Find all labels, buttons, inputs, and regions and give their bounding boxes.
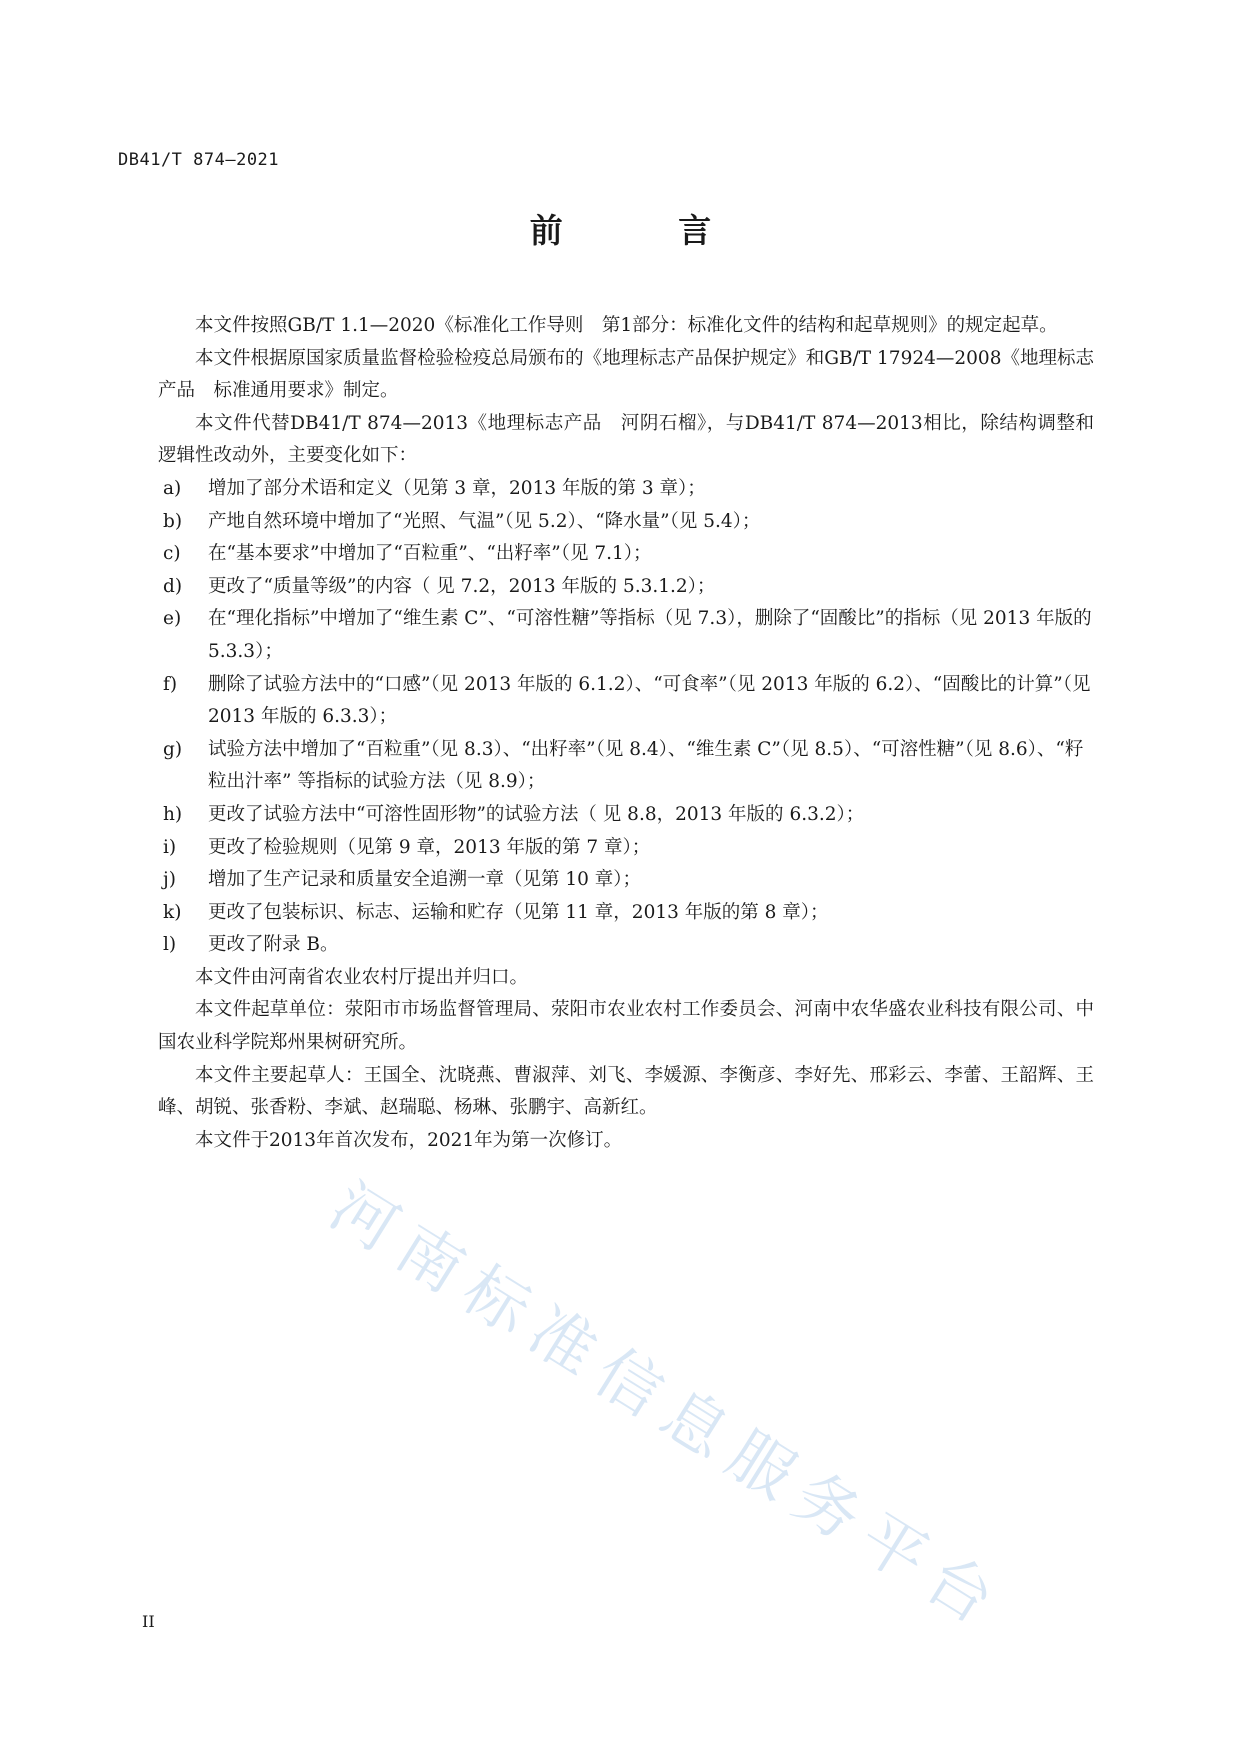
list-marker: l) (163, 934, 177, 956)
list-item (158, 799, 1094, 832)
document-code: DB41/T 874—2021 (118, 150, 280, 170)
list-text: 更改了包装标识、标志、运输和贮存（见第 11 章，2013 年版的第 8 章）； (208, 901, 829, 923)
list-text: 更改了“质量等级”的内容（ 见 7.2，2013 年版的 5.3.1.2）； (208, 575, 716, 597)
paragraph-drafters: 本文件主要起草人：王国全、沈晓燕、曹淑萍、刘飞、李媛源、李衡彦、李好先、邢彩云、李蕾、王韶辉、王峰、胡锐、张香粉、李斌、赵瑞聪、杨琳、张鹏宇、高新红。 (158, 1064, 1094, 1119)
list-text: 在“基本要求”中增加了“百粒重”、“出籽率”（见 7.1）； (208, 543, 652, 565)
paragraph-reference: 本文件根据原国家质量监督检验检疫总局颁布的《地理标志产品保护规定》和GB/T 17924—2008《地理标志产品 标准通用要求》制定。 (158, 347, 1094, 402)
list-item (158, 929, 1094, 962)
list-text: 产地自然环境中增加了“光照、气温”（见 5.2）、“降水量”（见 5.4）； (208, 510, 761, 532)
list-text: 试验方法中增加了“百粒重”（见 8.3）、“出籽率”（见 8.4）、“维生素 C”（见 8.5）、“可溶性糖”（见 8.6）、“籽粒出汁率” 等指标的试验方法（见 8.9）； (208, 738, 1084, 793)
list-item (158, 897, 1094, 930)
page-number: II (142, 1612, 155, 1631)
list-text: 在“理化指标”中增加了“维生素 C”、“可溶性糖”等指标（见 7.3），删除了“固酸比”的指标（见 2013 年版的 5.3.3）； (208, 608, 1092, 662)
changes-list (158, 473, 1094, 962)
list-item (158, 538, 1094, 571)
paragraph-history: 本文件于2013年首次发布，2021年为第一次修订。 (195, 1129, 623, 1151)
document-body (158, 310, 1094, 1157)
list-marker: g) (163, 738, 183, 760)
list-text: 删除了试验方法中的“口感”（见 2013 年版的 6.1.2）、“可食率”（见 2013 年版的 6.2）、“固酸比的计算”（见 2013 年版的 6.3.3）； (208, 673, 1091, 728)
list-marker: h) (163, 803, 183, 825)
page-title: 前 言 (529, 211, 764, 250)
paragraph-drafting-basis: 本文件按照GB/T 1.1—2020《标准化工作导则 第1部分：标准化文件的结构和起草规则》的规定起草。 (195, 315, 1058, 336)
list-marker: k) (163, 901, 182, 923)
list-marker: a) (163, 477, 182, 499)
watermark: 河南标准信息服务平台 (317, 1169, 1018, 1646)
paragraph-proposer: 本文件由河南省农业农村厅提出并归口。 (195, 966, 529, 988)
list-marker: j) (163, 869, 176, 891)
list-item (158, 506, 1094, 539)
list-item (158, 669, 1094, 734)
list-text: 更改了检验规则（见第 9 章，2013 年版的第 7 章）； (208, 836, 651, 858)
list-item (158, 571, 1094, 604)
list-text: 更改了附录 B。 (208, 934, 339, 956)
list-marker: b) (163, 510, 183, 532)
paragraph-drafting-units: 本文件起草单位：荥阳市市场监督管理局、荥阳市农业农村工作委员会、河南中农华盛农业科技有限公司、中国农业科学院郑州果树研究所。 (158, 999, 1094, 1054)
list-marker: d) (163, 575, 183, 597)
list-item (158, 734, 1094, 799)
list-item (158, 473, 1094, 506)
list-marker: e) (163, 608, 182, 630)
list-text: 增加了部分术语和定义（见第 3 章，2013 年版的第 3 章）； (208, 477, 706, 499)
paragraph-replacement: 本文件代替DB41/T 874—2013《地理标志产品 河阴石榴》，与DB41/T 874—2013相比，除结构调整和逻辑性改动外，主要变化如下： (158, 412, 1094, 467)
list-item (158, 864, 1094, 897)
list-text: 更改了试验方法中“可溶性固形物”的试验方法（ 见 8.8，2013 年版的 6.3.2）； (208, 803, 865, 825)
list-item (158, 603, 1094, 668)
list-text: 增加了生产记录和质量安全追溯一章（见第 10 章）； (208, 869, 642, 891)
list-item (158, 832, 1094, 865)
list-marker: f) (163, 673, 178, 695)
list-marker: i) (163, 836, 177, 858)
list-marker: c) (163, 543, 181, 565)
